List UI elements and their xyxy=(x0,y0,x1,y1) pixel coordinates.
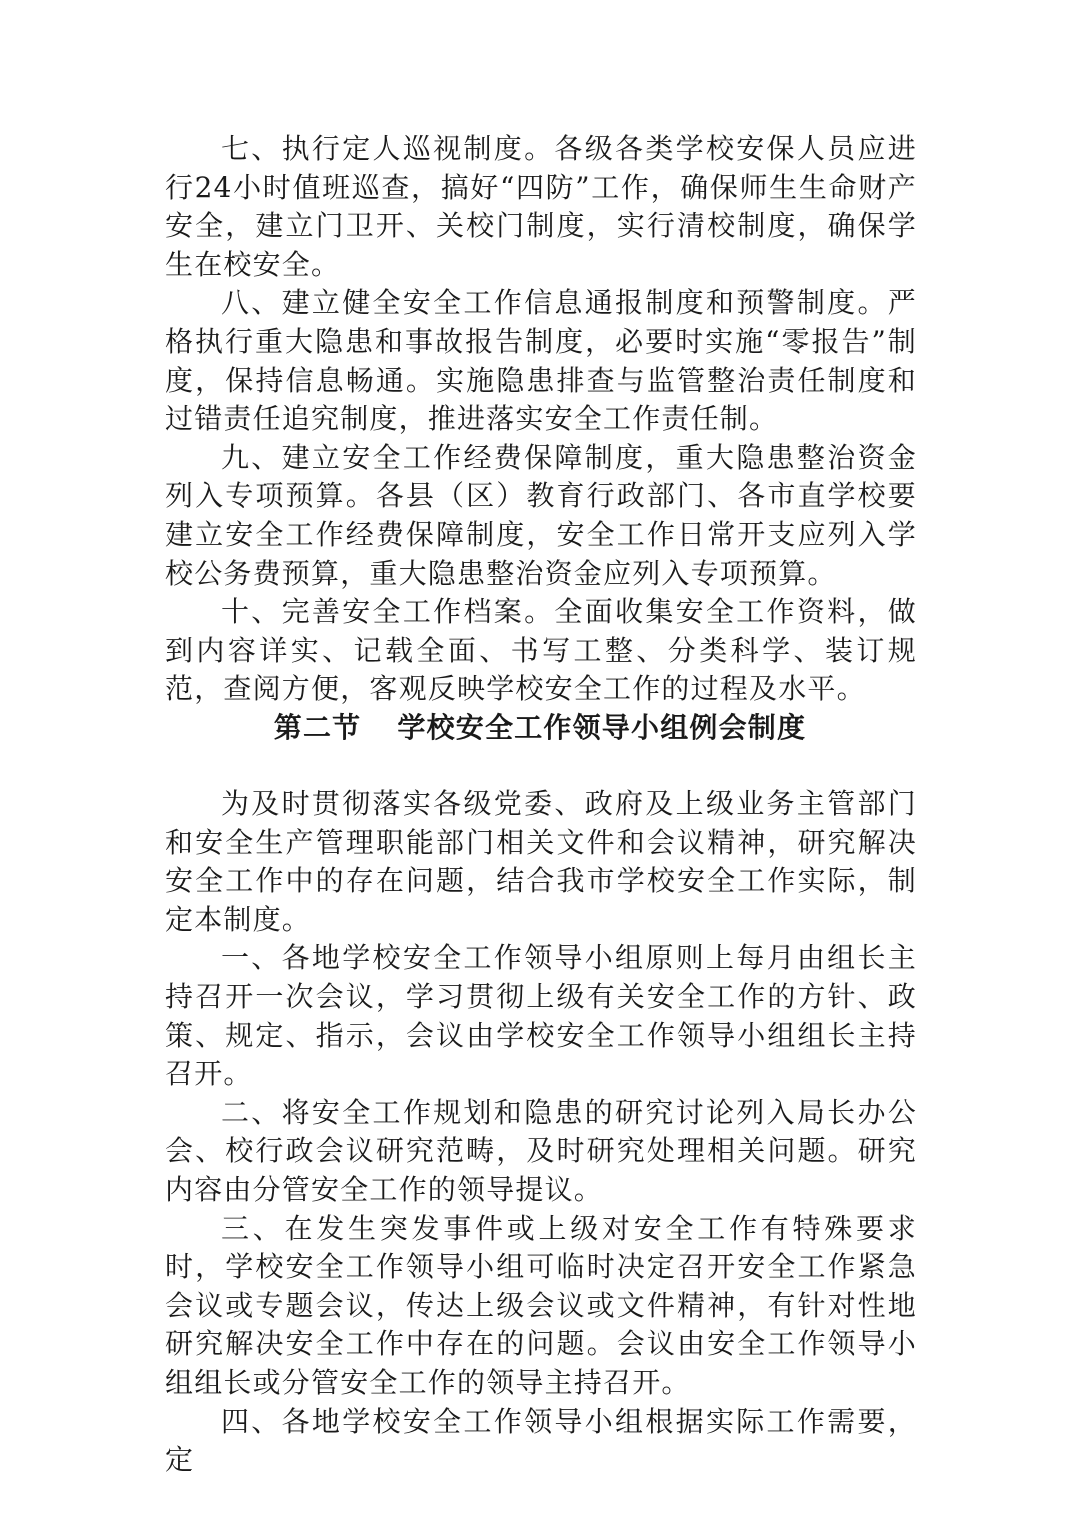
intro-paragraph: 为及时贯彻落实各级党委、政府及上级业务主管部门和安全生产管理职能部门相关文件和会议精神，研究解决安全工作中的存在问题，结合我市学校安全工作实际，制定本制度。 xyxy=(165,787,917,936)
paragraph-item-10: 十、完善安全工作档案。全面收集安全工作资料，做到内容详实、记载全面、书写工整、分类科学、装订规范，查阅方便，客观反映学校安全工作的过程及水平。 xyxy=(165,595,917,706)
paragraph-item-1: 一、各地学校安全工作领导小组原则上每月由组长主持召开一次会议，学习贯彻上级有关安全工作的方针、政策、规定、指示，会议由学校安全工作领导小组组长主持召开。 xyxy=(165,941,917,1091)
paragraph-item-7: 七、执行定人巡视制度。各级各类学校安保人员应进行24小时值班巡查，搞好“四防”工作，确保师生生命财产安全，建立门卫开、关校门制度，实行清校制度，确保学生在校安全。 xyxy=(165,132,917,281)
bottom-text-block xyxy=(165,785,917,1480)
paragraph-item-2: 二、将安全工作规划和隐患的研究讨论列入局长办公会、校行政会议研究范畴，及时研究处理相关问题。研究内容由分管安全工作的领导提议。 xyxy=(165,1095,917,1206)
paragraph-item-4: 四、各地学校安全工作领导小组根据实际工作需要，定 xyxy=(165,1404,917,1477)
top-text-block xyxy=(165,130,917,709)
paragraph-item-3: 三、在发生突发事件或上级对安全工作有特殊要求时，学校安全工作领导小组可临时决定召开安全工作紧急会议或专题会议，传达上级会议或文件精神，有针对性地研究解决安全工作中存在的问题。会议由安全工作领导小组组长或分管安全工作的领导主持召开。 xyxy=(165,1211,917,1399)
section-heading xyxy=(0,708,1080,748)
paragraph-item-8: 八、建立健全安全工作信息通报制度和预警制度。严格执行重大隐患和事故报告制度，必要时实施“零报告”制度，保持信息畅通。实施隐患排查与监管整治责任制度和过错责任追究制度，推进落实安全工作责任制。 xyxy=(165,286,917,436)
section-title: 学校安全工作领导小组例会制度 xyxy=(397,711,807,744)
paragraph-item-9: 九、建立安全工作经费保障制度，重大隐患整治资金列入专项预算。各县（区）教育行政部门、各市直学校要建立安全工作经费保障制度，安全工作日常开支应列入学校公务费预算，重大隐患整治资金应列入专项预算。 xyxy=(165,440,917,590)
section-number: 第二节 xyxy=(273,711,362,744)
